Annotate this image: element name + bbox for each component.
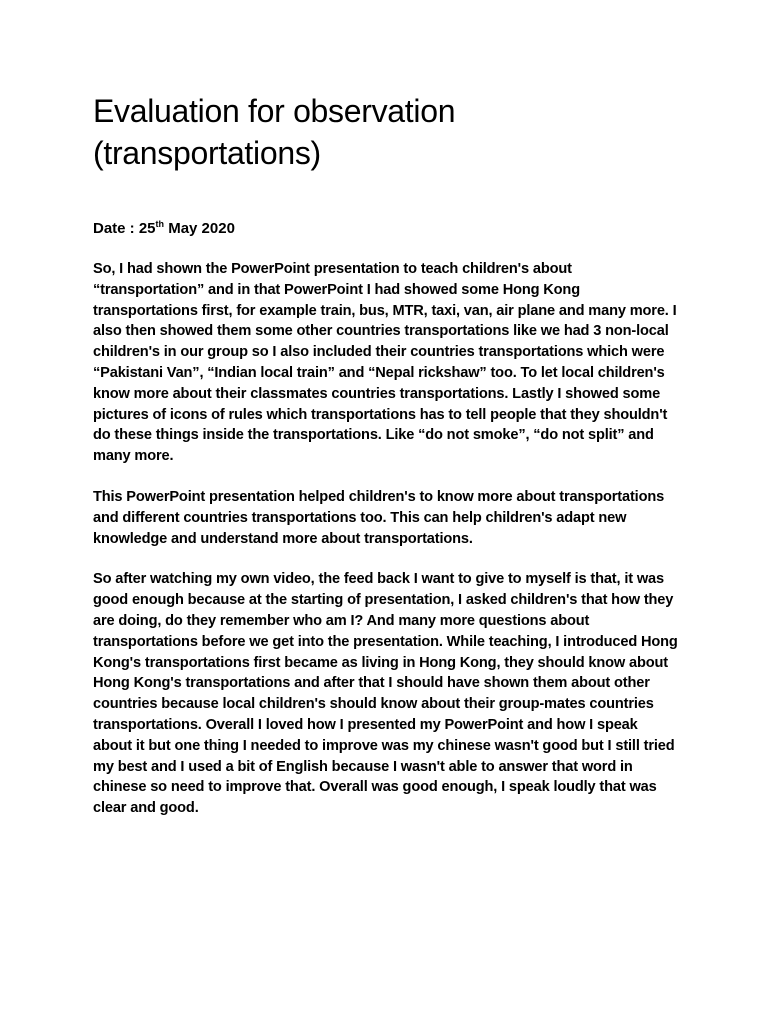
date-prefix: Date : 25 bbox=[93, 220, 156, 237]
paragraph-presentation-summary: So, I had shown the PowerPoint presentation to teach children's about “transportation” and in that PowerPoint I had showed some Hong Kong transportations first, for example train, bus, MTR, taxi, van, air plane and many more. I also then showed them some other countries transportations like we had 3 non-local children's in our group so I also included their countries transportations which were “Pakistani Van”, “Indian local train” and “Nepal rickshaw” too. To let local children's know more about their classmates countries transportations. Lastly I showed some pictures of icons of rules which transportations has to tell people that they shouldn't do these things inside the transportations. Like “do not smoke”, “do not split” and many more. bbox=[93, 261, 677, 465]
document-title bbox=[93, 90, 679, 174]
paragraph-self-feedback: So after watching my own video, the feed back I want to give to myself is that, it was good enough because at the starting of presentation, I asked children's that how they are doing, do they remember who am I? And many more questions about transportations before we get into the presentation. While teaching, I introduced Hong Kong's transportations first became as living in Hong Kong, they should know about Hong Kong's transportations and after that I should have shown them about other countries because local children's should know about their group-mates countries transportations. Overall I loved how I presented my PowerPoint and how I speak about it but one thing I needed to improve was my chinese wasn't good but I still tried my best and I used a bit of English because I wasn't able to answer that word in chinese so need to improve that. Overall was good enough, I speak loudly that was clear and good. bbox=[93, 571, 678, 817]
document-page bbox=[93, 90, 679, 819]
paragraph-outcome: This PowerPoint presentation helped children's to know more about transportations and different countries transportations too. This can help children's adapt new knowledge and understand more about transportations. bbox=[93, 488, 665, 547]
title-line-1: Evaluation for observation bbox=[93, 93, 456, 129]
title-line-2: (transportations) bbox=[93, 135, 321, 171]
date-rest: May 2020 bbox=[164, 220, 235, 237]
date-line bbox=[93, 218, 679, 239]
date-ordinal-suffix: th bbox=[155, 219, 165, 229]
